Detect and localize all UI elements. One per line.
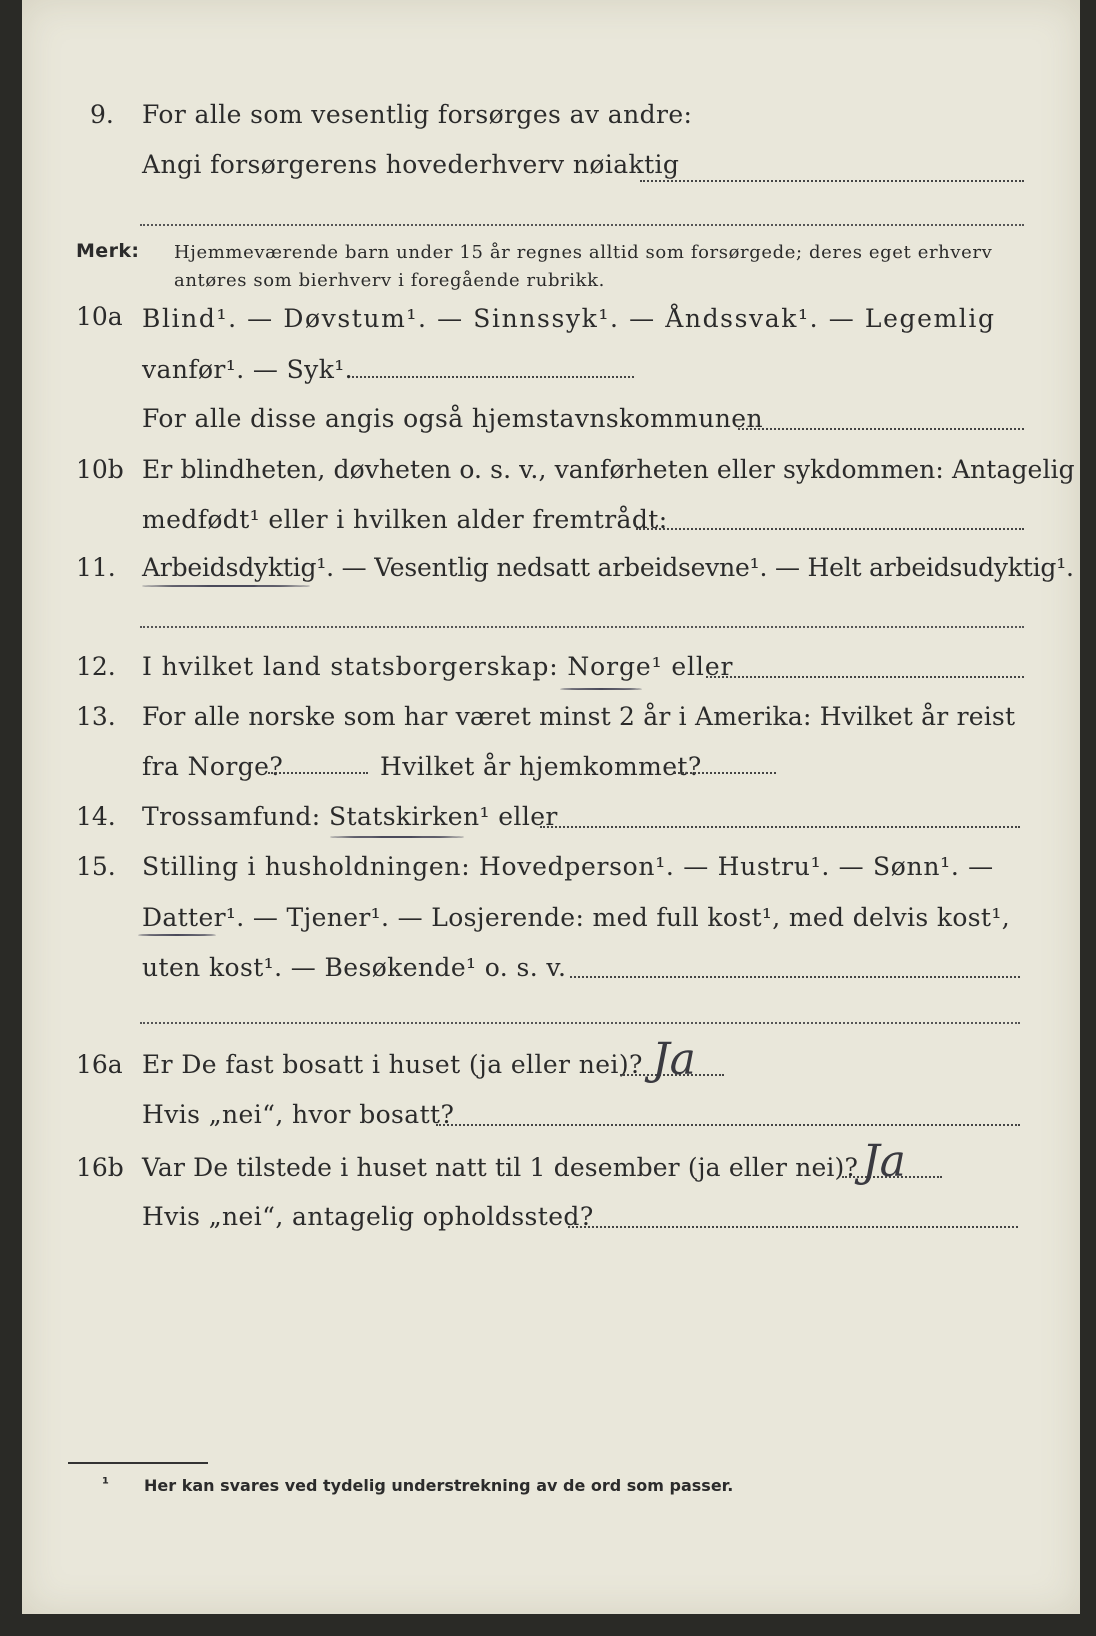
q9-answer-line[interactable] <box>140 224 1024 226</box>
q9-number: 9. <box>90 100 114 129</box>
census-form-page <box>22 0 1080 1614</box>
merk-label: Merk: <box>76 240 140 262</box>
footnote-rule <box>68 1462 208 1464</box>
q13-returned-field[interactable] <box>674 772 776 774</box>
q14-number: 14. <box>76 802 116 831</box>
q15-answer-field[interactable] <box>570 976 1020 978</box>
q12-question: I hvilket land statsborgerskap: Norge¹ eller <box>142 652 734 681</box>
q14-answer-field[interactable] <box>540 826 1020 828</box>
q15-number: 15. <box>76 852 116 881</box>
q15-options-line3: uten kost¹. — Besøkende¹ o. s. v. <box>142 953 567 982</box>
q9-occupation-label: Angi forsørgerens hovederhverv nøiaktig <box>142 150 680 179</box>
q16b-handwritten-answer: Ja <box>862 1136 906 1187</box>
merk-note-line1: Hjemmeværende barn under 15 år regnes alltid som forsørgede; deres eget erhverv <box>174 242 993 263</box>
q16a-handwritten-answer: Ja <box>652 1034 696 1085</box>
q11-number: 11. <box>76 553 116 582</box>
q12-answer-field[interactable] <box>706 676 1024 678</box>
q10a-sick-field[interactable] <box>352 376 634 378</box>
q10b-answer-field[interactable] <box>636 528 1024 530</box>
q12-norge-underline <box>560 688 642 690</box>
merk-note-line2: antøres som bierhverv i foregående rubrikk. <box>174 270 605 291</box>
q16b-whereabouts-label: Hvis „nei“, antagelig opholdssted? <box>142 1202 594 1231</box>
q11-options: Arbeidsdyktig¹. — Vesentlig nedsatt arbeidsevne¹. — Helt arbeidsudyktig¹. <box>142 553 1074 582</box>
q16b-question: Var De tilstede i huset natt til 1 desember (ja eller nei)? <box>142 1153 859 1182</box>
q10b-question-cont: medfødt¹ eller i hvilken alder fremtrådt: <box>142 505 668 534</box>
footnote-text: Her kan svares ved tydelig understrekning av de ord som passer. <box>144 1476 734 1495</box>
q15-options-line2: Datter¹. — Tjener¹. — Losjerende: med full kost¹, med delvis kost¹, <box>142 903 1010 932</box>
q13-question: For alle norske som har været minst 2 år i Amerika: Hvilket år reist <box>142 702 1016 731</box>
footnote-mark: ¹ <box>102 1474 110 1493</box>
q15-datter-underline <box>138 934 216 936</box>
q16a-where-field[interactable] <box>436 1124 1020 1126</box>
q10a-conditions: Blind¹. — Døvstum¹. — Sinnssyk¹. — Åndssvak¹. — Legemlig <box>142 304 996 333</box>
q15-answer-line[interactable] <box>140 1022 1020 1024</box>
q14-statskirken-underline <box>330 836 464 838</box>
q10a-conditions-cont: vanfør¹. — Syk¹. <box>142 355 354 384</box>
q12-number: 12. <box>76 652 116 681</box>
q11-answer-line[interactable] <box>140 626 1024 628</box>
q10a-home-municipality-label: For alle disse angis også hjemstavnskommunen <box>142 404 763 433</box>
q14-question: Trossamfund: Statskirken¹ eller <box>142 802 558 831</box>
q16a-where-label: Hvis „nei“, hvor bosatt? <box>142 1100 455 1129</box>
q16a-question: Er De fast bosatt i huset (ja eller nei)? <box>142 1050 643 1079</box>
q16b-whereabouts-field[interactable] <box>568 1226 1018 1228</box>
q11-arbeidsdyktig-underline <box>142 585 310 587</box>
q16a-number: 16a <box>76 1050 123 1079</box>
q13-returned-label: Hvilket år hjemkommet? <box>380 752 702 781</box>
q9-answer-field[interactable] <box>640 180 1024 182</box>
q13-number: 13. <box>76 702 116 731</box>
q10a-home-municipality-field[interactable] <box>738 428 1024 430</box>
q10a-number: 10a <box>76 302 123 331</box>
q10b-question: Er blindheten, døvheten o. s. v., vanførheten eller sykdommen: Antagelig <box>142 455 1075 484</box>
q9-question: For alle som vesentlig forsørges av andre: <box>142 100 693 129</box>
q13-left-norway-field[interactable] <box>268 772 368 774</box>
q13-left-norway-label: fra Norge? <box>142 752 284 781</box>
q10b-number: 10b <box>76 455 124 484</box>
q15-options-line1: Stilling i husholdningen: Hovedperson¹. — Hustru¹. — Sønn¹. — <box>142 852 994 881</box>
q16b-number: 16b <box>76 1153 124 1182</box>
